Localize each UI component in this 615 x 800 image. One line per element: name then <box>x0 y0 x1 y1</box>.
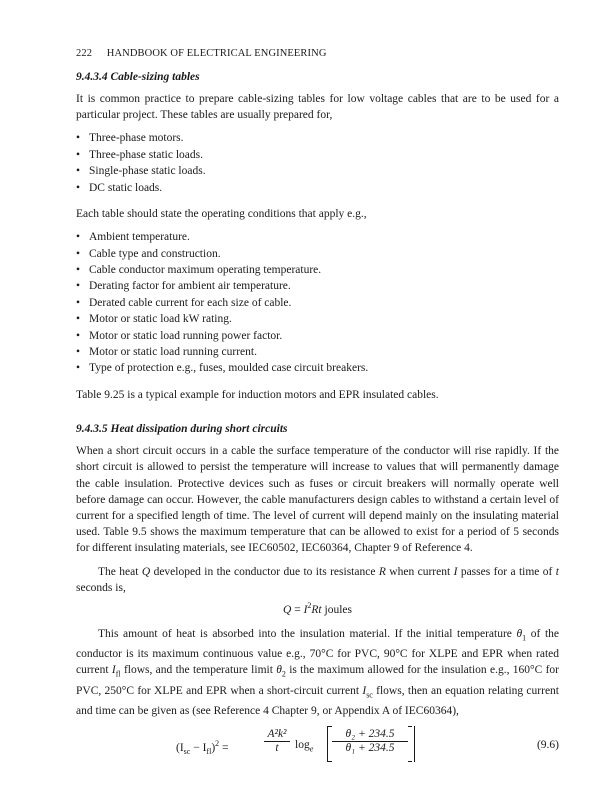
bullet-icon: • <box>76 148 81 161</box>
symbol-q: Q <box>141 565 151 578</box>
list-item <box>76 163 559 179</box>
bullet-icon: • <box>76 181 81 194</box>
bullet-icon: • <box>76 280 81 293</box>
list-item <box>76 295 559 311</box>
heat-paragraph <box>76 564 559 596</box>
symbol-theta: θ <box>276 664 282 677</box>
eq-numerator: A²k² <box>264 728 290 742</box>
eq-q: Q <box>283 603 292 616</box>
bullet-icon: • <box>76 346 81 359</box>
text-run: flows, and the temperature limit <box>120 664 277 677</box>
list-item-text: Motor or static load kW rating. <box>89 313 232 326</box>
list-item-text: Motor or static load running current. <box>89 346 257 359</box>
eq-sub: sc <box>183 746 191 756</box>
bracket-tick <box>408 726 412 727</box>
list-item-text: Single-phase static loads. <box>89 165 206 178</box>
list-item-text: Cable type and construction. <box>89 247 221 260</box>
list-item-text: Three-phase motors. <box>89 132 184 145</box>
eq-i: I <box>303 603 308 616</box>
page-number: 222 <box>76 48 93 59</box>
table-reference-paragraph: Table 9.25 is a typical example for induction motors and EPR insulated cables. <box>76 388 439 401</box>
eq-sub: fl <box>206 746 212 756</box>
eq-rt: Rt <box>311 603 322 616</box>
text-run: This amount of heat is absorbed into the insulation material. If the initial temperature <box>98 627 517 640</box>
eq-bracket-fraction <box>332 728 408 754</box>
eq-part: (I <box>176 741 184 754</box>
eq-part: = <box>219 741 229 754</box>
bullet-icon: • <box>76 313 81 326</box>
text-run: The heat <box>98 565 142 578</box>
bullet-icon: • <box>76 362 81 375</box>
list-item <box>76 180 559 196</box>
eq-bracket-denominator: θ₁ + 234.5 <box>345 741 395 754</box>
conditions-paragraph: Each table should state the operating conditions that apply e.g., <box>76 208 367 221</box>
list-item <box>76 130 559 146</box>
list-item-text: Derating factor for ambient air temperature. <box>89 280 291 293</box>
list-item-text: Ambient temperature. <box>89 231 190 244</box>
eq-bracket-numerator: θ₂ + 234.5 <box>332 728 408 742</box>
list-item <box>76 278 559 294</box>
text-run: developed in the conductor due to its resistance <box>150 565 379 578</box>
bullet-icon: • <box>76 165 81 178</box>
symbol-t: t <box>555 565 559 578</box>
eq-part: ) <box>211 741 216 754</box>
eq-lhs <box>176 739 229 756</box>
symbol-r: R <box>378 565 386 578</box>
bullet-icon: • <box>76 132 81 145</box>
bullet-icon: • <box>76 264 81 277</box>
list-item <box>76 246 559 262</box>
text-run: flows, then an equation relating current and time can be given as (see Reference 4 Chapter 9, or Appendix A of IEC60364), <box>76 684 559 718</box>
symbol-ifl: I <box>111 664 116 677</box>
eq-part: log <box>295 738 310 751</box>
symbol-isc: I <box>362 684 367 697</box>
running-title: HANDBOOK OF ELECTRICAL ENGINEERING <box>106 48 327 59</box>
list-item-text: Type of protection e.g., fuses, moulded case circuit breakers. <box>89 362 369 375</box>
eq-unit: joules <box>321 603 352 616</box>
bracket-tick <box>408 761 412 762</box>
equation-9-6 <box>76 726 559 768</box>
text-run: is the maximum allowed for the insulation e.g., 160°C for PVC, 250°C for XLPE and EPR when a short-circuit current <box>76 664 559 697</box>
list-item <box>76 262 559 278</box>
bullet-icon: • <box>76 247 81 260</box>
list-item <box>76 147 559 163</box>
bullet-icon: • <box>76 231 81 244</box>
list-item-text: Three-phase static loads. <box>89 148 203 161</box>
bullet-icon: • <box>76 296 81 309</box>
list-item-text: DC static loads. <box>89 181 163 194</box>
list-item-text: Motor or static load running power factor. <box>89 329 283 342</box>
insulation-paragraph: This amount of heat is absorbed into the insulation material. If the initial temperature $\theta_1$ of the conductor is its maximum continuous value e.g., 70°C for PVC, 90°C for XLPE and EPR when rated current $I_{fl}$ flows, and the temperature limit $\theta_2$ is the maximum allowed for the insulation e.g., 160°C for PVC, 250°C for XLPE and EPR when a short-circuit current $I_{sc}$ flows, then an equation relating current and time can be given as (see Reference 4 Chapter 9, or Appendix A of IEC60364), <box>76 627 559 718</box>
intro-paragraph: It is common practice to prepare cable-sizing tables for low voltage cables that are to be used for a particular project. These tables are usually prepared for, <box>76 93 559 122</box>
list-item <box>76 328 559 344</box>
page <box>76 48 559 768</box>
list-item-text: Cable conductor maximum operating temperature. <box>89 264 322 277</box>
eq-denominator: t <box>275 741 279 754</box>
section-title-heat-dissipation: 9.4.3.5 Heat dissipation during short circuits <box>76 423 288 436</box>
conditions-list <box>76 229 559 377</box>
eq-sup: 2 <box>215 738 220 748</box>
eq-equals: = <box>291 603 304 616</box>
text-run: passes for a time of <box>457 565 556 578</box>
short-circuit-paragraph: When a short circuit occurs in a cable the surface temperature of the conductor will rise rapidly. If the short circuit is allowed to persist the temperature will increase to values that will permanently damage the cable insulation. Protective devices such as fuses or circuit breakers will normally operate well before damage can occur. However, the cable manufacturers design cables to withstand a certain level of current for a specified length of time. The level of current will depend mainly on the insulating material used. Table 9.5 shows the maximum temperature that can be allowed to exist for a period of 5 seconds for different insulating materials, see IEC60502, IEC60364, Chapter 9 of Reference 4. <box>76 445 559 555</box>
eq-part: − I <box>190 741 207 754</box>
eq-fraction <box>264 728 290 754</box>
bracket-tick <box>328 761 332 762</box>
running-header <box>76 48 559 59</box>
list-item <box>76 360 559 376</box>
eq-log <box>295 739 313 753</box>
equation-joule-heat <box>76 598 559 618</box>
list-item <box>76 311 559 327</box>
eq-sub: e <box>309 743 314 753</box>
equation-number: (9.6) <box>536 738 559 751</box>
list-item <box>76 229 559 245</box>
bullet-icon: • <box>76 329 81 342</box>
bracket-tick <box>328 726 332 727</box>
text-run: seconds is, <box>76 581 126 594</box>
eq-exponent: 2 <box>307 600 312 610</box>
list-item <box>76 344 559 360</box>
symbol-theta: θ <box>516 627 523 640</box>
section-title-cable-sizing: 9.4.3.4 Cable-sizing tables <box>76 71 200 83</box>
load-types-list <box>76 130 559 196</box>
symbol-i: I <box>453 565 458 578</box>
text-run: when current <box>385 565 454 578</box>
text-run: of the conductor is its maximum continuous value e.g., 70°C for PVC, 90°C for XLPE and EPR when rated current <box>76 627 559 677</box>
list-item-text: Derated cable current for each size of cable. <box>89 296 292 309</box>
